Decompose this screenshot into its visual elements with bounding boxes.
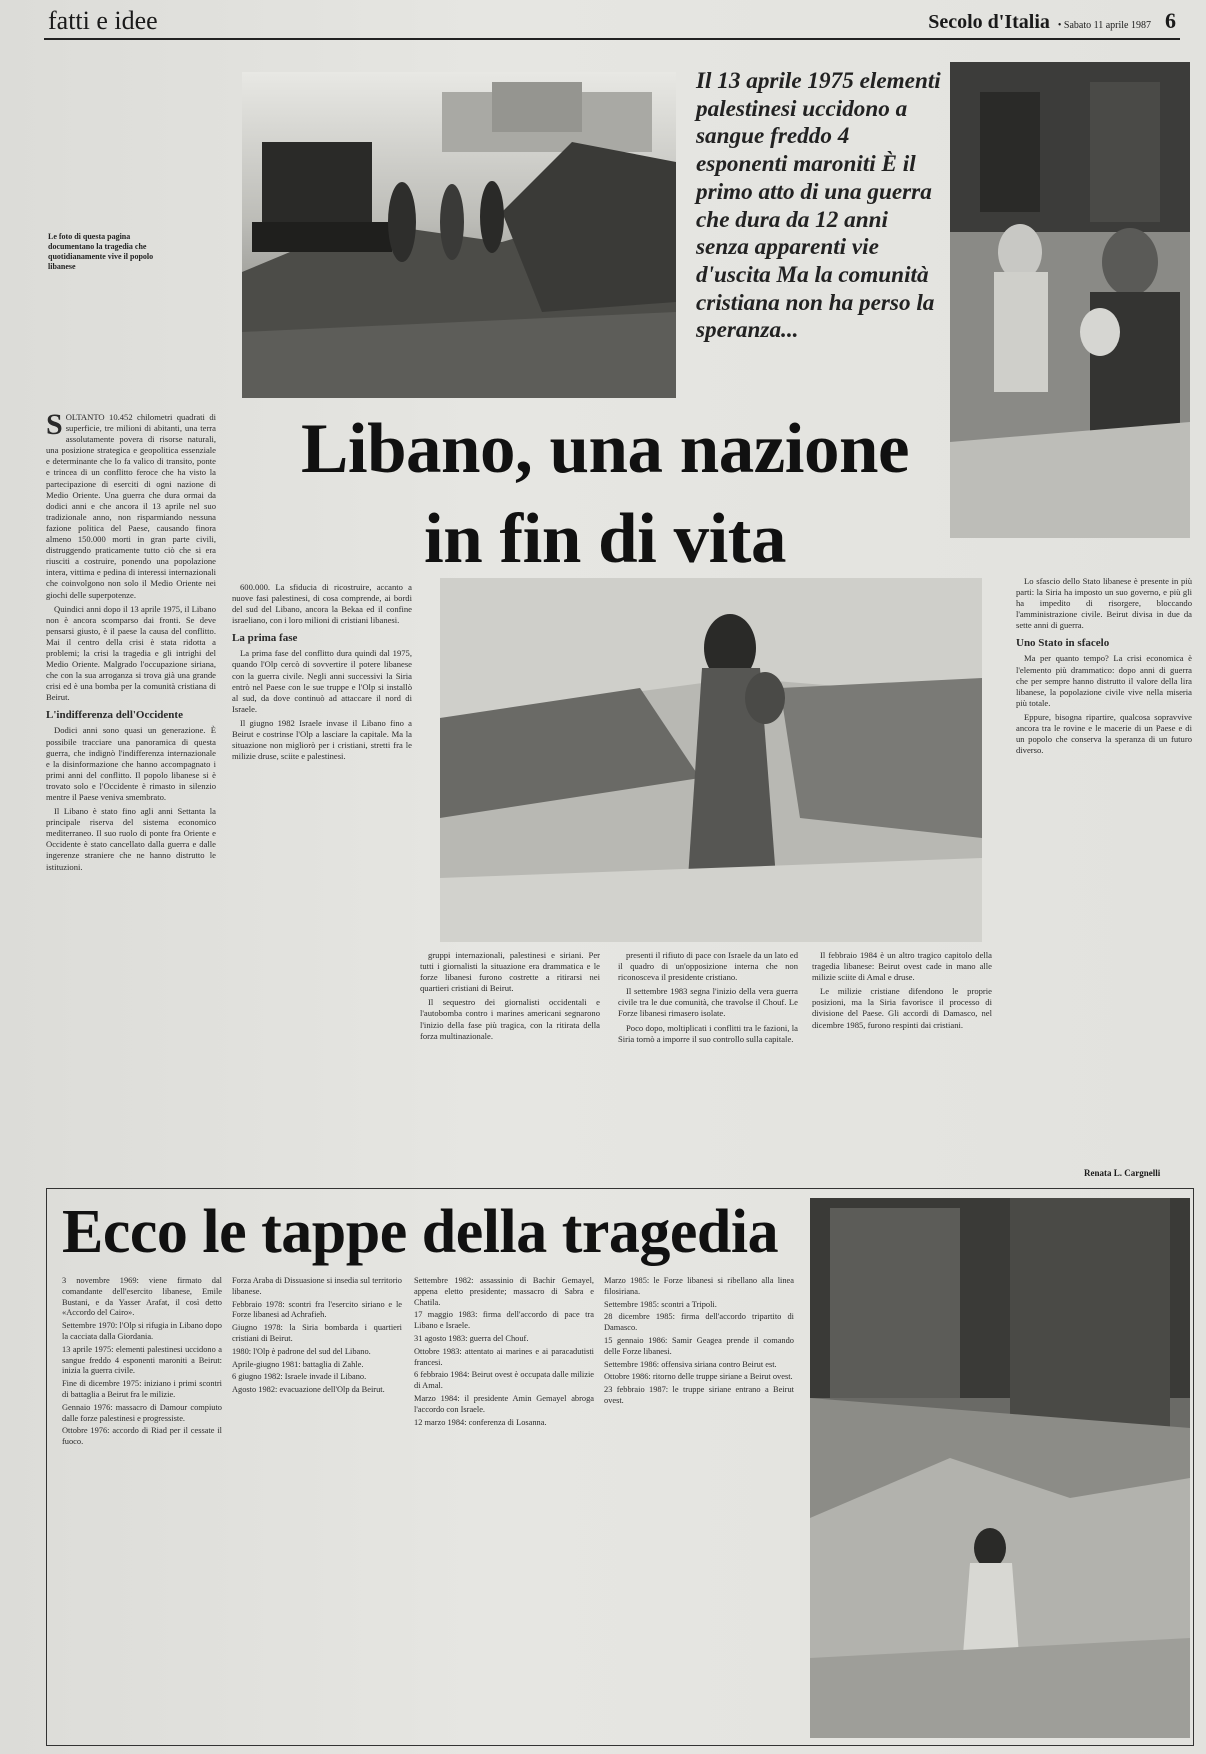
article-paragraph: Quindici anni dopo il 13 aprile 1975, il Libano non è ancora scomparso dai fronti. Se deve pensarsi giusto, è il paese la causa del conflitto. Mai il centro della crisi è stata ridotta a problemi; la crisi la tragedia e gli intrighi del Medio Oriente. Malgrado l'occupazione siriana, che con la sua arroganza si trova già una grande crisi ed è una bomba per la comunità cristiana di Beirut. xyxy=(46,603,216,703)
photo-bulldozer-image xyxy=(242,72,676,398)
article-column-1 xyxy=(46,412,216,1180)
headline-line-1: Libano, una nazione xyxy=(300,410,909,488)
timeline-entry: 28 dicembre 1985: firma dell'accordo tripartito di Damasco. xyxy=(604,1312,794,1333)
article-paragraph: 600.000. La sfiducia di ricostruire, accanto a nuove fasi palestinesi, di cosa comprende, ai bordi del sud del Libano, ancora la Bekaa ed il confine israeliano, con i loro milioni di cristiani libanesi. xyxy=(232,582,412,626)
author-signature: Renata L. Cargnelli xyxy=(1084,1168,1161,1178)
article-column-6 xyxy=(1016,576,1192,1160)
photo-caption: Le foto di questa pagina documentano la tragedia che quotidianamente vive il popolo libanese xyxy=(48,232,154,271)
photo-bulldozer-rubble xyxy=(242,72,676,398)
timeline-entry: Settembre 1970: l'Olp si rifugia in Libano dopo la cacciata dalla Giordania. xyxy=(62,1321,222,1341)
subheading-prima-fase: La prima fase xyxy=(232,632,298,645)
article-paragraph: presenti il rifiuto di pace con Israele da un lato ed il quadro di un'opposizione interna che non riconosceva il presidente cristiano. xyxy=(618,950,798,983)
article-text: OLTANTO 10.452 chilometri quadrati di superficie, tre milioni di abitanti, una terra assolutamente povera di risorse naturali, una posizione strategica e geopolitica essenziale e determinante che lo fa valico di transito, ponte e trincea di un conflitto feroce che ha visto la partecipazione di eserciti di ogni nazione di Medio Oriente. Una guerra che dura ormai da dodici anni e che ancora il 13 aprile nel suo tradizionale anno, non risparmiando nessuna fazione politica del Paese, causando finora almeno 150.000 morti in gran parte civili, distruggendo praticamente tutto ciò che si era riusciti a costruire, ponendo una popolazione intera, vittima e pedina di interessi internazionali che coinvolgono non solo il Medio Oriente nei giochi delle superpotenze. xyxy=(46,412,216,600)
article-paragraph: Le milizie cristiane difendono le proprie posizioni, ma la Siria favorisce il processo di divisione del Paese. Gli accordi di Damasco, nel dicembre 1985, furono respinti dai cristiani. xyxy=(812,986,992,1030)
page-number: 6 xyxy=(1165,8,1176,33)
article-paragraph: Lo sfascio dello Stato libanese è presente in più parti: la Siria ha imposto un suo governo, e più gli ha impedito di risorgere, bloccando l'amministrazione civile. Beirut divisa in due da sette anni di guerra. xyxy=(1016,576,1192,631)
photo-man-child-image xyxy=(950,62,1190,538)
timeline-entry: 6 febbraio 1984: Beirut ovest è occupata dalle milizie di Amal. xyxy=(414,1370,594,1391)
subheading-stato-sfacelo: Uno Stato in sfacelo xyxy=(1016,637,1110,650)
timeline-entry: 1980: l'Olp è padrone del sud del Libano. xyxy=(232,1346,371,1356)
timeline-entry: 3 novembre 1969: viene firmato dal comandante dell'esercito libanese, Emile Bustani, e da Yasser Arafat, il così detto «Accordo del Cairo». xyxy=(62,1276,222,1318)
article-paragraph: gruppi internazionali, palestinesi e siriani. Per tutti i giornalisti la situazione era drammatica e le forze libanesi furono costrette a ritirarsi nei quartieri cristiani di Beirut. xyxy=(420,950,600,994)
article-paragraph: Eppure, bisogna ripartire, qualcosa sopravvive ancora tra le rovine e le macerie di un Paese e di un popolo che conserva la speranza di un futuro diverso. xyxy=(1016,711,1192,756)
article-paragraph: Poco dopo, moltiplicati i conflitti tra le fazioni, la Siria tornò a imporre il suo controllo sulla capitale. xyxy=(618,1022,798,1044)
timeline-entry: Gennaio 1976: massacro di Damour compiuto dalle forze palestinesi e progressiste. xyxy=(62,1402,222,1423)
newspaper-name: Secolo d'Italia xyxy=(928,11,1050,33)
article-paragraph: Il febbraio 1984 è un altro tragico capitolo della tragedia libanese: Beirut ovest cade in mano alle milizie sciite di Amal e druse. xyxy=(812,950,992,983)
timeline-entry: Settembre 1985: scontri a Tripoli. xyxy=(604,1299,717,1309)
timeline-entry: Ottobre 1983: attentato ai marines e ai paracadutisti francesi. xyxy=(414,1346,594,1367)
main-headline xyxy=(300,404,910,584)
timeline-entry: Forza Araba di Dissuasione si insedia sul territorio libanese. xyxy=(232,1276,402,1296)
article-paragraph: Il settembre 1983 segna l'inizio della vera guerra civile tra le due comunità, che travolse il Chouf. Le Forze libanesi rimasero isolate. xyxy=(618,986,798,1019)
timeline-entry: 23 febbraio 1987: le truppe siriane entrano a Beirut ovest. xyxy=(604,1385,794,1405)
timeline-entry: Febbraio 1978: scontri fra l'esercito siriano e le Forze libanesi ad Achrafieh. xyxy=(232,1299,402,1320)
article-paragraph: La prima fase del conflitto dura quindi dal 1975, quando l'Olp cercò di sovvertire il potere libanese con la guerra civile. Negli anni successivi la Siria entrò nel Paese con le sue truppe e l'Olp si installò al sud, da dove continuò ad attaccare il nord di Israele. xyxy=(232,648,412,714)
timeline-entry: Ottobre 1986: ritorno delle truppe siriane a Beirut ovest. xyxy=(604,1372,793,1382)
article-column-5 xyxy=(812,950,992,1180)
timeline-column-1 xyxy=(62,1276,222,1740)
article-column-3 xyxy=(420,950,600,1180)
timeline-entry: 12 marzo 1984: conferenza di Losanna. xyxy=(414,1417,547,1427)
headline-line-2: in fin di vita xyxy=(424,500,786,578)
timeline-entry: 17 maggio 1983: firma dell'accordo di pace tra Libano e Israele. xyxy=(414,1310,594,1331)
dropcap-letter: S xyxy=(46,412,63,441)
timeline-entry: 6 giugno 1982: Israele invade il Libano. xyxy=(232,1372,367,1382)
section-title: fatti e idee xyxy=(48,6,158,35)
timeline-entry: Giugno 1978: la Siria bombarda i quartieri cristiani di Beirut. xyxy=(232,1323,402,1343)
timeline-entry: Fine di dicembre 1975: iniziano i primi scontri di battaglia a Beirut fra le milizie. xyxy=(62,1379,222,1399)
timeline-entry: 13 aprile 1975: elementi palestinesi uccidono a sangue freddo 4 esponenti maroniti a Beirut: inizia la guerra civile. xyxy=(62,1344,222,1376)
photo-ruins-image xyxy=(810,1198,1190,1738)
article-paragraph: Il sequestro dei giornalisti occidentali e l'autobomba contro i marines americani segnarono l'inizio della fase più tragica, con la ritirata della forza multinazionale. xyxy=(420,997,600,1041)
timeline-entry: Settembre 1982: assassinio di Bachir Gemayel, appena eletto presidente; massacro di Sabra e Chatila. xyxy=(414,1276,594,1307)
article-column-4 xyxy=(618,950,798,1180)
timeline-column-4 xyxy=(604,1276,794,1740)
issue-date: • Sabato 11 aprile 1987 xyxy=(1057,20,1151,31)
timeline-entry: Agosto 1982: evacuazione dell'Olp da Beirut. xyxy=(232,1385,385,1395)
timeline-title: Ecco le tappe della tragedia xyxy=(62,1198,779,1266)
subheading-indifferenza: L'indifferenza dell'Occidente xyxy=(46,709,183,722)
timeline-entry: Settembre 1986: offensiva siriana contro Beirut est. xyxy=(604,1359,777,1369)
article-paragraph: Il Libano è stato fino agli anni Settanta la principale riserva del sistema economico mediterraneo. Il suo ruolo di ponte fra Oriente e Occidente è stato cancellato dalla guerra e dalle ingerenze straniere che ne hanno distrutto le istituzioni. xyxy=(46,806,216,872)
article-kicker: Il 13 aprile 1975 elementi palestinesi uccidono a sangue freddo 4 esponenti maroniti È il primo atto di una guerra che dura da 12 anni senza apparenti vie d'uscita Ma la comunità cristiana non ha perso la speranza... xyxy=(696,68,941,344)
timeline-entry: Marzo 1985: le Forze libanesi si ribellano alla linea filosiriana. xyxy=(604,1276,794,1296)
timeline-entry: Marzo 1984: il presidente Amin Gemayel abroga l'accordo con Israele. xyxy=(414,1393,594,1414)
photo-man-with-child xyxy=(950,62,1190,538)
timeline-entry: 15 gennaio 1986: Samir Geagea prende il comando delle Forze libanesi. xyxy=(604,1335,794,1356)
timeline-entry: 31 agosto 1983: guerra del Chouf. xyxy=(414,1333,529,1343)
timeline-entry: Aprile-giugno 1981: battaglia di Zahle. xyxy=(232,1359,364,1369)
article-column-2 xyxy=(232,582,412,1180)
masthead xyxy=(928,8,1176,34)
timeline-entry: Ottobre 1976: accordo di Riad per il cessate il fuoco. xyxy=(62,1426,222,1447)
header-rule xyxy=(44,38,1180,40)
article-paragraph: Ma per quanto tempo? La crisi economica è l'elemento più drammatico: dopo anni di guerra che per sempre hanno distrutto il valore della lira libanese, la popolazione civile vive nella miseria più totale. xyxy=(1016,653,1192,708)
article-paragraph: Il giugno 1982 Israele invase il Libano fino a Beirut e costrinse l'Olp a lasciare la capitale. Ma la situazione non migliorò per i cristiani, stretti fra le milizie druse, sciite e palestinesi. xyxy=(232,717,412,762)
timeline-column-3 xyxy=(414,1276,594,1740)
timeline-column-2 xyxy=(232,1276,402,1740)
photo-girl-holding-child xyxy=(440,578,982,942)
photo-girl-image xyxy=(440,578,982,942)
article-paragraph: Dodici anni sono quasi un generazione. È possibile tracciare una panoramica di questa guerra, che indignò l'indifferenza internazionale e la disinformazione che hanno accompagnato i primi anni del conflitto. Il popolo libanese si è trovato solo e l'Occidente è rimasto in silenzio mentre il Paese veniva smembrato. xyxy=(46,725,216,802)
photo-ruins-woman xyxy=(810,1198,1190,1738)
